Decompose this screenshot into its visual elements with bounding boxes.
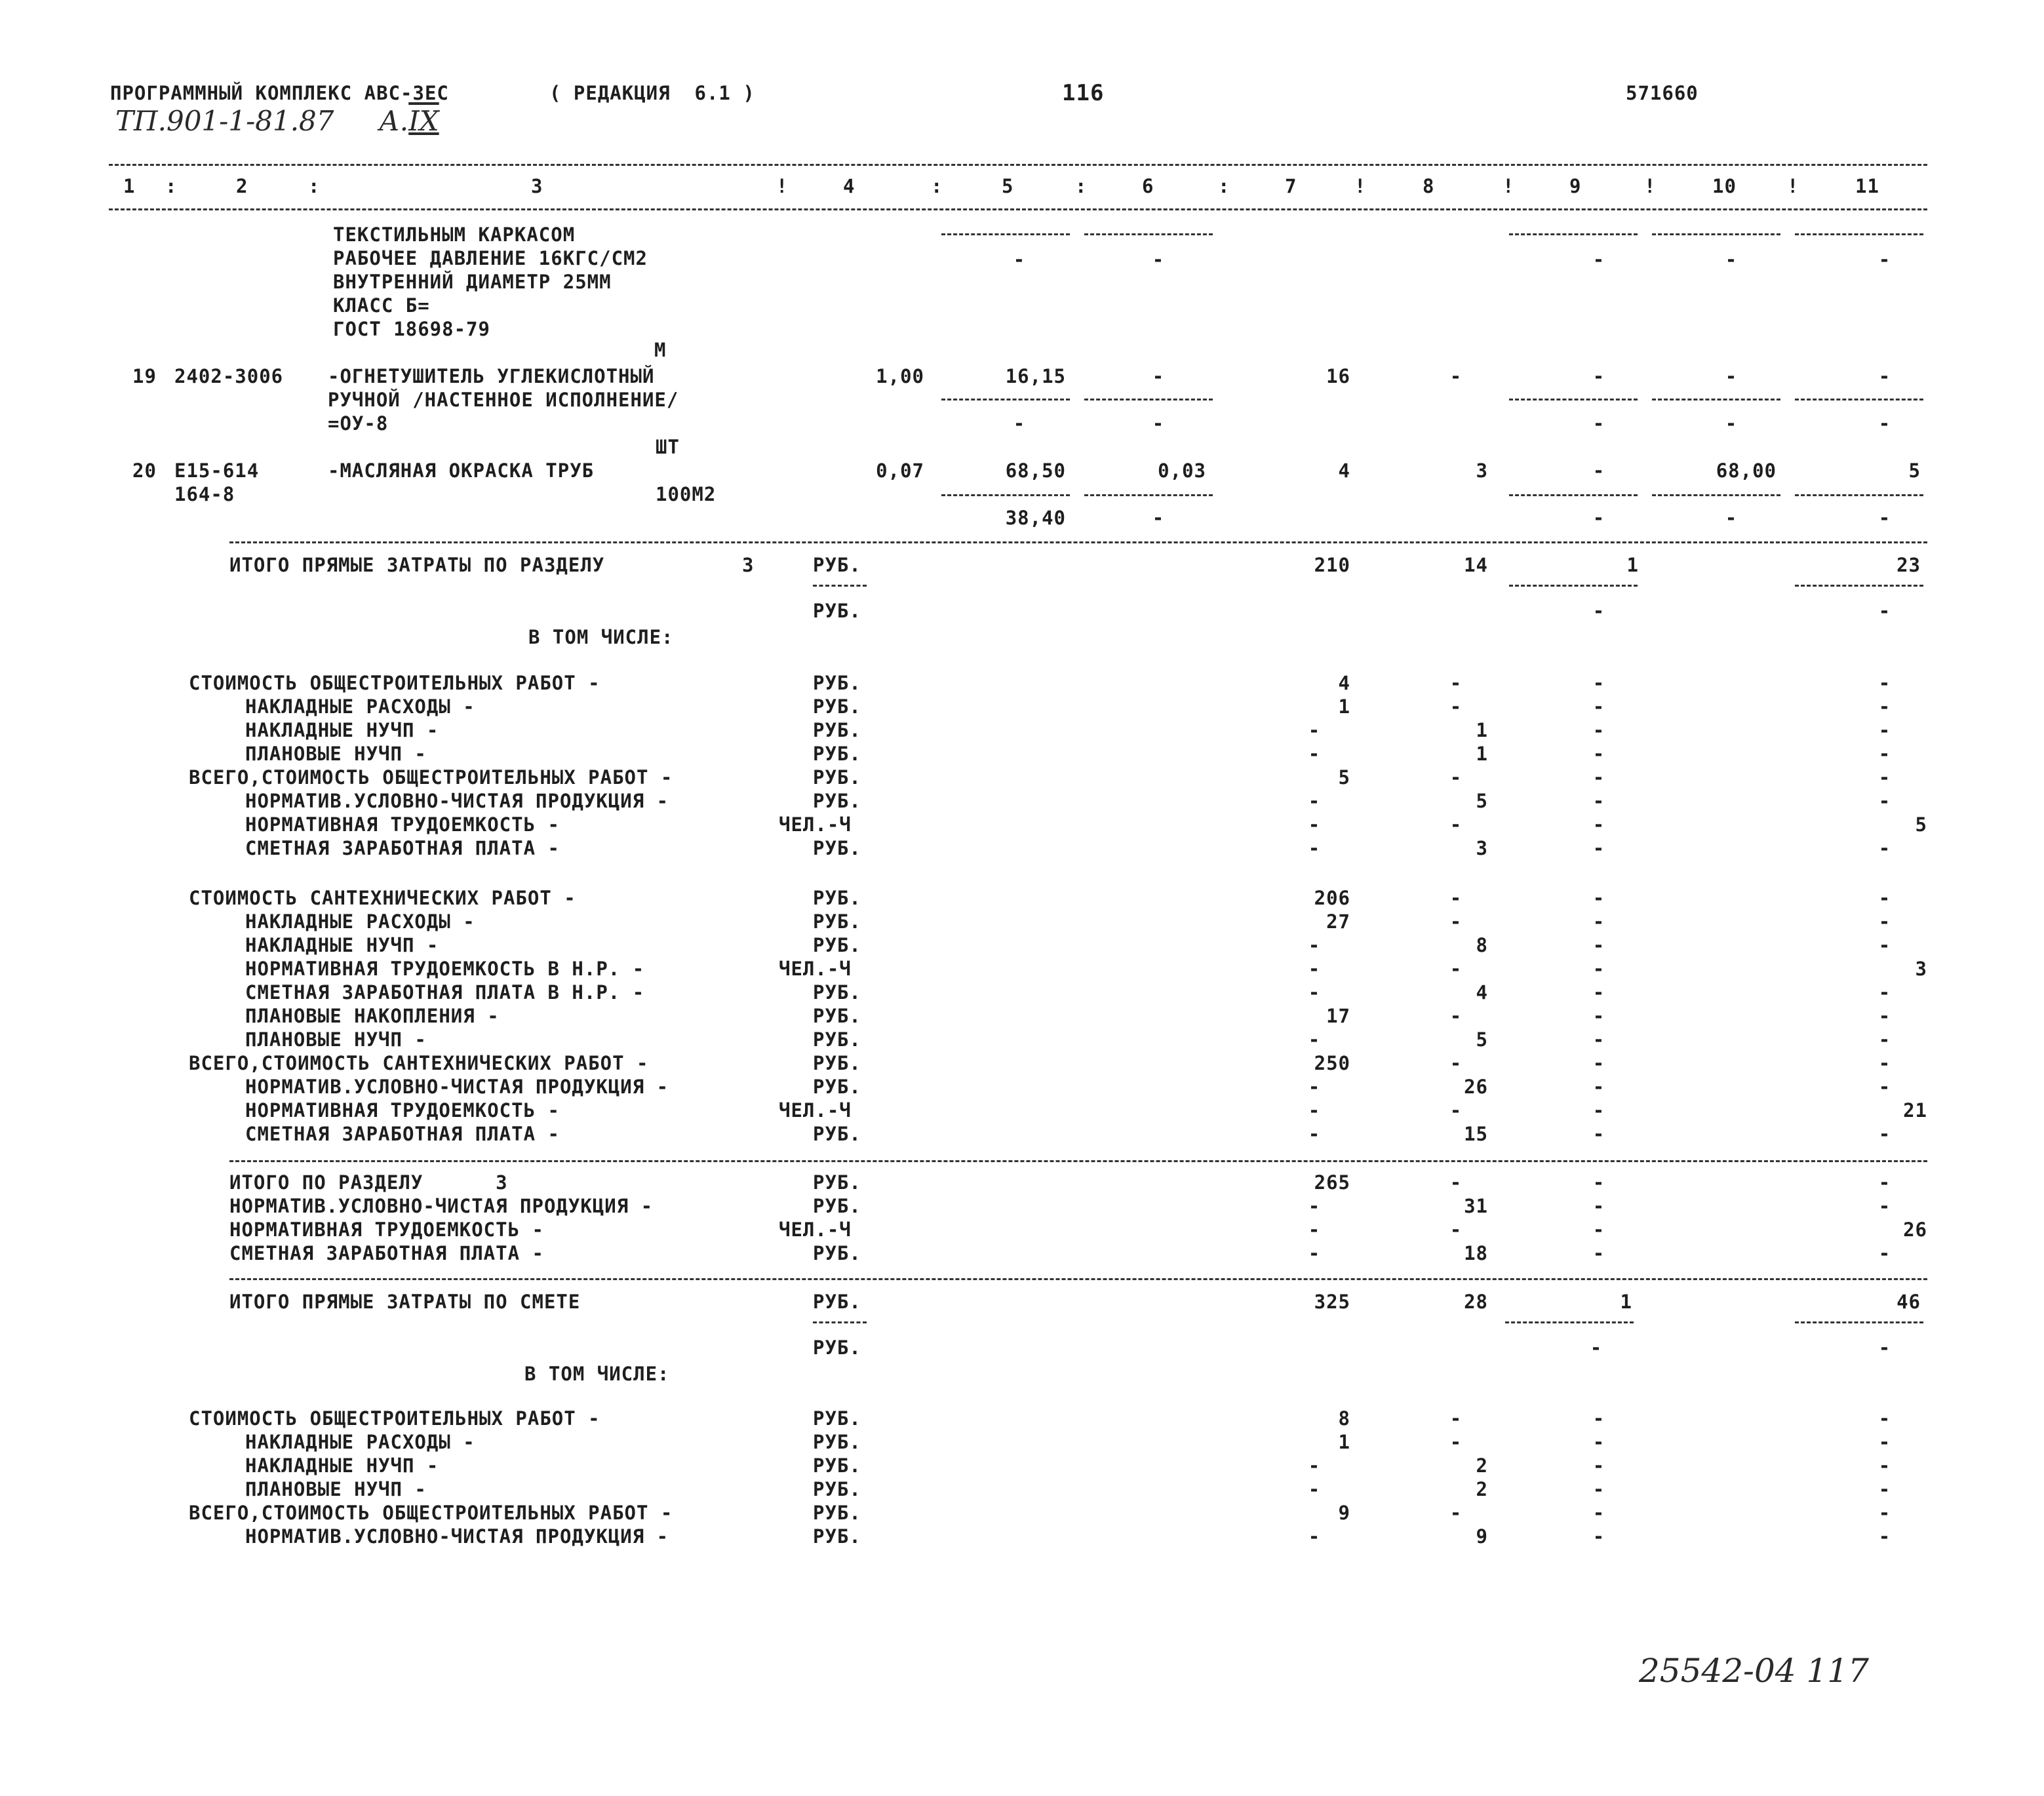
cell-rule (1652, 399, 1780, 400)
cell-rule (1795, 233, 1923, 235)
general-row-3-unit: РУБ. (813, 719, 861, 741)
column-header-11: 11 (1855, 175, 1879, 197)
general-row-5-unit: РУБ. (813, 766, 861, 789)
sanitary-row-8-c11: - (1878, 1052, 1891, 1074)
general-row-5-c7: 5 (1338, 766, 1350, 789)
program-edition: ( РЕДАКЦИЯ 6.1 ) (549, 82, 755, 104)
item-20-c6: 0,03 (1158, 459, 1206, 482)
item-20-number: 20 (132, 459, 157, 482)
general-row-8-c8: 3 (1476, 837, 1488, 859)
item-19-code: 2402-3006 (174, 365, 284, 387)
column-header-7: 7 (1285, 175, 1297, 197)
sanitary-row-6-label: ПЛАНОВЫЕ НАКОПЛЕНИЯ - (245, 1005, 500, 1027)
estimate-total-c8: 28 (1464, 1291, 1488, 1313)
general-row-4-c7: - (1308, 743, 1321, 765)
estimate-general-row-3-c11: - (1878, 1454, 1891, 1477)
general-row-7-c11: 5 (1915, 813, 1927, 836)
section-totals-row-2-unit: РУБ. (813, 1195, 861, 1217)
item-20-c11b: - (1878, 507, 1891, 529)
sanitary-row-8-c7: 250 (1314, 1052, 1350, 1074)
sanitary-row-5-label: СМЕТНАЯ ЗАРАБОТНАЯ ПЛАТА В Н.Р. - (245, 981, 645, 1004)
sanitary-row-2-c8: - (1449, 910, 1463, 933)
item-19-unit: ШТ (656, 436, 680, 458)
section-totals-row-2-c8: 31 (1464, 1195, 1488, 1217)
estimate-general-row-6-unit: РУБ. (813, 1525, 861, 1548)
sanitary-row-4-c9: - (1592, 958, 1605, 980)
general-row-2-label: НАКЛАДНЫЕ РАСХОДЫ - (245, 695, 475, 718)
item-20-c11: 5 (1908, 459, 1921, 482)
sanitary-row-9-c8: 26 (1464, 1076, 1488, 1098)
general-row-8-c9: - (1592, 837, 1605, 859)
estimate-general-row-1-c8: - (1449, 1407, 1463, 1430)
sanitary-row-3-label: НАКЛАДНЫЕ НУЧП - (245, 934, 439, 956)
general-row-3-label: НАКЛАДНЫЕ НУЧП - (245, 719, 439, 741)
cell-rule (1795, 585, 1923, 587)
general-row-1-c7: 4 (1338, 672, 1350, 694)
item-19-c10: - (1725, 365, 1738, 387)
cell-rule (1084, 399, 1213, 400)
estimate-general-row-3-c9: - (1592, 1454, 1605, 1477)
sanitary-row-1-c11: - (1878, 887, 1891, 909)
general-row-1-label: СТОИМОСТЬ ОБЩЕСТРОИТЕЛЬНЫХ РАБОТ - (189, 672, 600, 694)
general-row-6-c8: 5 (1476, 790, 1488, 812)
cell-rule (1652, 233, 1780, 235)
cell-rule (1505, 1321, 1634, 1323)
section-totals-row-3-c8: - (1449, 1219, 1463, 1241)
section-total-c8: 14 (1464, 554, 1488, 576)
sanitary-row-11-c8: 15 (1464, 1123, 1488, 1145)
sanitary-row-6-unit: РУБ. (813, 1005, 861, 1027)
section-total-c11b: - (1878, 600, 1891, 622)
column-header-separator: ! (776, 175, 789, 197)
column-header-separator: ! (1354, 175, 1367, 197)
estimate-general-row-3-unit: РУБ. (813, 1454, 861, 1477)
sanitary-row-3-c11: - (1878, 934, 1891, 956)
item-19-c6b: - (1152, 412, 1165, 435)
sanitary-row-6-c8: - (1449, 1005, 1463, 1027)
program-title: ПРОГРАММНЫЙ КОМПЛЕКС АВС-3ЕС (110, 82, 449, 104)
section-total-c9b: - (1592, 600, 1605, 622)
section-totals-row-4-label: СМЕТНАЯ ЗАРАБОТНАЯ ПЛАТА - (229, 1242, 544, 1264)
continuation-unit: М (654, 339, 667, 361)
continuation-line-2: РАБОЧЕЕ ДАВЛЕНИЕ 16КГС/СМ2 (333, 247, 648, 269)
item-19-c4: 1,00 (876, 365, 924, 387)
estimate-total-unit: РУБ. (813, 1291, 861, 1313)
item-19-c7: 16 (1326, 365, 1350, 387)
sanitary-row-2-c9: - (1592, 910, 1605, 933)
general-row-6-c9: - (1592, 790, 1605, 812)
section-totals-row-1-c7: 265 (1314, 1171, 1350, 1194)
item-19-c9b: - (1592, 412, 1605, 435)
column-header-separator: ! (1503, 175, 1515, 197)
sanitary-row-9-c11: - (1878, 1076, 1891, 1098)
continuation-line-1: ТЕКСТИЛЬНЫМ КАРКАСОМ (333, 224, 576, 246)
sanitary-row-10-label: НОРМАТИВНАЯ ТРУДОЕМКОСТЬ - (245, 1099, 560, 1122)
general-row-5-label: ВСЕГО,СТОИМОСТЬ ОБЩЕСТРОИТЕЛЬНЫХ РАБОТ - (189, 766, 673, 789)
estimate-general-row-4-c8: 2 (1476, 1478, 1488, 1500)
sanitary-row-1-unit: РУБ. (813, 887, 861, 909)
general-row-6-unit: РУБ. (813, 790, 861, 812)
continuation-line-3: ВНУТРЕННИЙ ДИАМЕТР 25ММ (333, 271, 612, 293)
sanitary-row-7-c7: - (1308, 1028, 1321, 1051)
section-total-c11: 23 (1897, 554, 1921, 576)
column-header-separator: ! (1787, 175, 1799, 197)
item-19-c11b: - (1878, 412, 1891, 435)
cell-rule (813, 585, 867, 587)
estimate-general-row-5-c8: - (1449, 1502, 1463, 1524)
sanitary-row-9-label: НОРМАТИВ.УСЛОВНО-ЧИСТАЯ ПРОДУКЦИЯ - (245, 1076, 669, 1098)
estimate-general-row-6-c11: - (1878, 1525, 1891, 1548)
sanitary-row-7-c9: - (1592, 1028, 1605, 1051)
general-row-7-c9: - (1592, 813, 1605, 836)
item-20-c10b: - (1725, 507, 1738, 529)
column-header-separator: : (1075, 175, 1088, 197)
general-row-5-c8: - (1449, 766, 1463, 789)
section-totals-row-4-unit: РУБ. (813, 1242, 861, 1264)
general-row-2-c7: 1 (1338, 695, 1350, 718)
column-header-separator: ! (1644, 175, 1657, 197)
estimate-general-row-6-label: НОРМАТИВ.УСЛОВНО-ЧИСТАЯ ПРОДУКЦИЯ - (245, 1525, 669, 1548)
estimate-general-row-6-c9: - (1592, 1525, 1605, 1548)
handwritten-archive-note: 25542-04 117 (1639, 1652, 1869, 1690)
general-row-6-c7: - (1308, 790, 1321, 812)
item-20-code: Е15-614 (174, 459, 260, 482)
estimate-general-row-3-label: НАКЛАДНЫЕ НУЧП - (245, 1454, 439, 1477)
estimate-general-row-1-c9: - (1592, 1407, 1605, 1430)
sanitary-row-10-c7: - (1308, 1099, 1321, 1122)
general-row-7-c7: - (1308, 813, 1321, 836)
estimate-general-row-5-c11: - (1878, 1502, 1891, 1524)
general-row-1-c11: - (1878, 672, 1891, 694)
section-total-label: ИТОГО ПРЯМЫЕ ЗАТРАТЫ ПО РАЗДЕЛУ (229, 554, 605, 576)
estimate-general-row-4-c7: - (1308, 1478, 1321, 1500)
column-header-5: 5 (1002, 175, 1014, 197)
section-totals-row-4-c7: - (1308, 1242, 1321, 1264)
general-row-3-c8: 1 (1476, 719, 1488, 741)
section-totals-row-4-c9: - (1592, 1242, 1605, 1264)
estimate-general-row-1-c11: - (1878, 1407, 1891, 1430)
column-header-separator: : (1218, 175, 1230, 197)
general-row-2-unit: РУБ. (813, 695, 861, 718)
sanitary-row-6-c11: - (1878, 1005, 1891, 1027)
general-row-8-unit: РУБ. (813, 837, 861, 859)
sanitary-row-8-c9: - (1592, 1052, 1605, 1074)
general-row-1-c9: - (1592, 672, 1605, 694)
item-19-line-1: -ОГНЕТУШИТЕЛЬ УГЛЕКИСЛОТНЫЙ (328, 365, 655, 387)
estimate-general-row-5-c7: 9 (1338, 1502, 1350, 1524)
estimate-total-rule (229, 1278, 1927, 1280)
item-19-number: 19 (132, 365, 157, 387)
estimate-general-row-3-c7: - (1308, 1454, 1321, 1477)
estimate-general-row-5-c9: - (1592, 1502, 1605, 1524)
album-prefix: А. (379, 105, 409, 137)
section-totals-row-2-c11: - (1878, 1195, 1891, 1217)
sanitary-row-9-c7: - (1308, 1076, 1321, 1098)
section-totals-row-3-c11: 26 (1903, 1219, 1927, 1241)
section-totals-row-1-c9: - (1592, 1171, 1605, 1194)
estimate-general-row-1-c7: 8 (1338, 1407, 1350, 1430)
sanitary-row-10-unit: ЧЕЛ.-Ч (779, 1099, 852, 1122)
sanitary-row-5-c9: - (1592, 981, 1605, 1004)
continuation-c10: - (1725, 248, 1738, 271)
section-totals-row-2-c7: - (1308, 1195, 1321, 1217)
estimate-general-row-6-c7: - (1308, 1525, 1321, 1548)
general-row-7-c8: - (1449, 813, 1463, 836)
general-row-3-c7: - (1308, 719, 1321, 741)
sanitary-row-2-unit: РУБ. (813, 910, 861, 933)
cell-rule (1084, 494, 1213, 496)
estimate-general-row-4-c9: - (1592, 1478, 1605, 1500)
estimate-general-row-2-c7: 1 (1338, 1431, 1350, 1453)
column-header-separator: : (931, 175, 943, 197)
general-row-7-label: НОРМАТИВНАЯ ТРУДОЕМКОСТЬ - (245, 813, 560, 836)
section-totals-row-3-c7: - (1308, 1219, 1321, 1241)
estimate-including-heading: В ТОМ ЧИСЛЕ: (524, 1363, 670, 1385)
item-19-line-2: РУЧНОЙ /НАСТЕННОЕ ИСПОЛНЕНИЕ/ (328, 389, 679, 411)
section-totals-row-4-c8: 18 (1464, 1242, 1488, 1264)
section-totals-row-1-c8: - (1449, 1171, 1463, 1194)
sanitary-row-10-c9: - (1592, 1099, 1605, 1122)
estimate-total-c9b: - (1590, 1337, 1603, 1359)
item-20-c7: 4 (1338, 459, 1350, 482)
estimate-general-row-1-label: СТОИМОСТЬ ОБЩЕСТРОИТЕЛЬНЫХ РАБОТ - (189, 1407, 600, 1430)
estimate-total-c7: 325 (1314, 1291, 1350, 1313)
sanitary-row-10-c11: 21 (1903, 1099, 1927, 1122)
item-19-c8: - (1449, 365, 1463, 387)
sanitary-row-1-label: СТОИМОСТЬ САНТЕХНИЧЕСКИХ РАБОТ - (189, 887, 576, 909)
general-row-8-c7: - (1308, 837, 1321, 859)
sanitary-row-6-c7: 17 (1326, 1005, 1350, 1027)
column-header-8: 8 (1423, 175, 1435, 197)
sanitary-row-4-c11: 3 (1915, 958, 1927, 980)
continuation-c11: - (1878, 248, 1891, 271)
general-row-3-c11: - (1878, 719, 1891, 741)
document-code: 571660 (1626, 82, 1699, 104)
general-row-5-c11: - (1878, 766, 1891, 789)
general-row-3-c9: - (1592, 719, 1605, 741)
cell-rule (1795, 399, 1923, 400)
cell-rule (941, 399, 1070, 400)
sanitary-row-9-unit: РУБ. (813, 1076, 861, 1098)
section-including-heading: В ТОМ ЧИСЛЕ: (528, 626, 674, 648)
header-bottom-rule (109, 208, 1927, 210)
sanitary-row-3-c9: - (1592, 934, 1605, 956)
general-row-4-c11: - (1878, 743, 1891, 765)
sanitary-row-4-c8: - (1449, 958, 1463, 980)
sanitary-row-4-label: НОРМАТИВНАЯ ТРУДОЕМКОСТЬ В Н.Р. - (245, 958, 645, 980)
section-totals-row-2-c9: - (1592, 1195, 1605, 1217)
item-19-c5b: - (1013, 412, 1026, 435)
item-20-c10: 68,00 (1716, 459, 1777, 482)
sanitary-row-11-unit: РУБ. (813, 1123, 861, 1145)
column-header-4: 4 (843, 175, 855, 197)
estimate-general-row-2-c8: - (1449, 1431, 1463, 1453)
estimate-general-row-2-c9: - (1592, 1431, 1605, 1453)
item-20-c4: 0,07 (876, 459, 924, 482)
sanitary-row-10-c8: - (1449, 1099, 1463, 1122)
estimate-general-row-4-label: ПЛАНОВЫЕ НУЧП - (245, 1478, 427, 1500)
sanitary-row-3-c7: - (1308, 934, 1321, 956)
general-row-2-c9: - (1592, 695, 1605, 718)
estimate-general-row-6-c8: 9 (1476, 1525, 1488, 1548)
section-total-number: 3 (742, 554, 755, 576)
section-totals-row-1-unit: РУБ. (813, 1171, 861, 1194)
item-19-c5: 16,15 (1005, 365, 1066, 387)
section-totals-row-3-c9: - (1592, 1219, 1605, 1241)
column-header-separator: : (308, 175, 321, 197)
sanitary-row-5-unit: РУБ. (813, 981, 861, 1004)
column-header-6: 6 (1142, 175, 1154, 197)
sanitary-row-8-label: ВСЕГО,СТОИМОСТЬ САНТЕХНИЧЕСКИХ РАБОТ - (189, 1052, 649, 1074)
sanitary-row-2-label: НАКЛАДНЫЕ РАСХОДЫ - (245, 910, 475, 933)
section-totals-row-1-label: ИТОГО ПО РАЗДЕЛУ 3 (229, 1171, 508, 1194)
item-20-c9: - (1592, 459, 1605, 482)
sanitary-row-11-label: СМЕТНАЯ ЗАРАБОТНАЯ ПЛАТА - (245, 1123, 560, 1145)
estimate-general-row-5-label: ВСЕГО,СТОИМОСТЬ ОБЩЕСТРОИТЕЛЬНЫХ РАБОТ - (189, 1502, 673, 1524)
sanitary-row-5-c7: - (1308, 981, 1321, 1004)
column-header-9: 9 (1569, 175, 1582, 197)
general-row-4-unit: РУБ. (813, 743, 861, 765)
item-19-c11: - (1878, 365, 1891, 387)
cell-rule (1652, 494, 1780, 496)
sanitary-row-6-c9: - (1592, 1005, 1605, 1027)
general-row-1-unit: РУБ. (813, 672, 861, 694)
general-row-8-c11: - (1878, 837, 1891, 859)
continuation-c9: - (1592, 248, 1605, 271)
estimate-general-row-2-label: НАКЛАДНЫЕ РАСХОДЫ - (245, 1431, 475, 1453)
general-row-6-label: НОРМАТИВ.УСЛОВНО-ЧИСТАЯ ПРОДУКЦИЯ - (245, 790, 669, 812)
sanitary-row-2-c7: 27 (1326, 910, 1350, 933)
general-row-4-c9: - (1592, 743, 1605, 765)
cell-rule (1509, 233, 1638, 235)
general-row-4-label: ПЛАНОВЫЕ НУЧП - (245, 743, 427, 765)
project-reference: ТП.901-1-81.87 (115, 105, 334, 137)
sanitary-row-7-unit: РУБ. (813, 1028, 861, 1051)
cell-rule (1795, 1321, 1923, 1323)
estimate-total-c9: 1 (1620, 1291, 1632, 1313)
item-20-c5: 68,50 (1005, 459, 1066, 482)
estimate-general-row-2-c11: - (1878, 1431, 1891, 1453)
general-row-1-c8: - (1449, 672, 1463, 694)
item-20-c5b: 38,40 (1005, 507, 1066, 529)
general-row-8-label: СМЕТНАЯ ЗАРАБОТНАЯ ПЛАТА - (245, 837, 560, 859)
section-totals-row-3-label: НОРМАТИВНАЯ ТРУДОЕМКОСТЬ - (229, 1219, 544, 1241)
album-roman: IX (408, 105, 439, 137)
cell-rule (941, 233, 1070, 235)
estimate-general-row-2-unit: РУБ. (813, 1431, 861, 1453)
sanitary-row-1-c7: 206 (1314, 887, 1350, 909)
sanitary-row-9-c9: - (1592, 1076, 1605, 1098)
cell-rule (1795, 494, 1923, 496)
estimate-general-row-4-unit: РУБ. (813, 1478, 861, 1500)
general-row-4-c8: 1 (1476, 743, 1488, 765)
cell-rule (1084, 233, 1213, 235)
sanitary-row-2-c11: - (1878, 910, 1891, 933)
item-20-unit: 100М2 (656, 483, 717, 505)
sanitary-row-4-c7: - (1308, 958, 1321, 980)
item-20-line-1: -МАСЛЯНАЯ ОКРАСКА ТРУБ (328, 459, 595, 482)
estimate-general-row-1-unit: РУБ. (813, 1407, 861, 1430)
cell-rule (941, 494, 1070, 496)
sanitary-row-7-c11: - (1878, 1028, 1891, 1051)
estimate-general-row-5-unit: РУБ. (813, 1502, 861, 1524)
column-header-1: 1 (123, 175, 136, 197)
continuation-c5: - (1013, 248, 1026, 271)
general-row-7-unit: ЧЕЛ.-Ч (779, 813, 852, 836)
section-total-c9: 1 (1626, 554, 1639, 576)
item-20-c6b: - (1152, 507, 1165, 529)
sanitary-row-1-c8: - (1449, 887, 1463, 909)
cell-rule (1509, 494, 1638, 496)
sanitary-row-5-c11: - (1878, 981, 1891, 1004)
continuation-c6: - (1152, 248, 1165, 271)
sanitary-row-5-c8: 4 (1476, 981, 1488, 1004)
column-header-2: 2 (236, 175, 248, 197)
section-total-unit: РУБ. (813, 554, 861, 576)
estimate-general-row-3-c8: 2 (1476, 1454, 1488, 1477)
general-row-5-c9: - (1592, 766, 1605, 789)
cell-rule (813, 1321, 867, 1323)
page-number: 116 (1062, 80, 1105, 106)
section-totals-row-3-unit: ЧЕЛ.-Ч (779, 1219, 852, 1241)
cell-rule (1509, 585, 1638, 587)
sanitary-row-7-c8: 5 (1476, 1028, 1488, 1051)
item-19-c10b: - (1725, 412, 1738, 435)
sanitary-row-3-c8: 8 (1476, 934, 1488, 956)
section-totals-rule (229, 1160, 1927, 1162)
continuation-line-4: КЛАСС Б= (333, 294, 430, 317)
estimate-total-unit-2: РУБ. (813, 1337, 861, 1359)
estimate-total-c11b: - (1878, 1337, 1891, 1359)
item-19-c6: - (1152, 365, 1165, 387)
section-totals-row-1-c11: - (1878, 1171, 1891, 1194)
section-totals-row-2-label: НОРМАТИВ.УСЛОВНО-ЧИСТАЯ ПРОДУКЦИЯ - (229, 1195, 654, 1217)
column-header-3: 3 (531, 175, 543, 197)
section-total-c7: 210 (1314, 554, 1350, 576)
estimate-general-row-4-c11: - (1878, 1478, 1891, 1500)
item-19-line-3: =ОУ-8 (328, 412, 389, 435)
sanitary-row-3-unit: РУБ. (813, 934, 861, 956)
general-row-6-c11: - (1878, 790, 1891, 812)
sanitary-row-8-c8: - (1449, 1052, 1463, 1074)
cell-rule (1509, 399, 1638, 400)
general-row-2-c11: - (1878, 695, 1891, 718)
column-header-separator: : (165, 175, 178, 197)
general-row-2-c8: - (1449, 695, 1463, 718)
section-total-rule (229, 541, 1927, 543)
album-label (379, 105, 439, 137)
sanitary-row-11-c11: - (1878, 1123, 1891, 1145)
item-20-c9b: - (1592, 507, 1605, 529)
sanitary-row-11-c7: - (1308, 1123, 1321, 1145)
header-top-rule (109, 164, 1927, 166)
item-20-c8: 3 (1476, 459, 1488, 482)
estimate-total-c11: 46 (1897, 1291, 1921, 1313)
section-total-unit-2: РУБ. (813, 600, 861, 622)
continuation-line-5: ГОСТ 18698-79 (333, 318, 490, 340)
sanitary-row-1-c9: - (1592, 887, 1605, 909)
estimate-total-label: ИТОГО ПРЯМЫЕ ЗАТРАТЫ ПО СМЕТЕ (229, 1291, 581, 1313)
section-totals-row-4-c11: - (1878, 1242, 1891, 1264)
column-header-10: 10 (1712, 175, 1737, 197)
sanitary-row-11-c9: - (1592, 1123, 1605, 1145)
sanitary-row-4-unit: ЧЕЛ.-Ч (779, 958, 852, 980)
sanitary-row-8-unit: РУБ. (813, 1052, 861, 1074)
item-19-c9: - (1592, 365, 1605, 387)
sanitary-row-7-label: ПЛАНОВЫЕ НУЧП - (245, 1028, 427, 1051)
item-20-code-2: 164-8 (174, 483, 235, 505)
